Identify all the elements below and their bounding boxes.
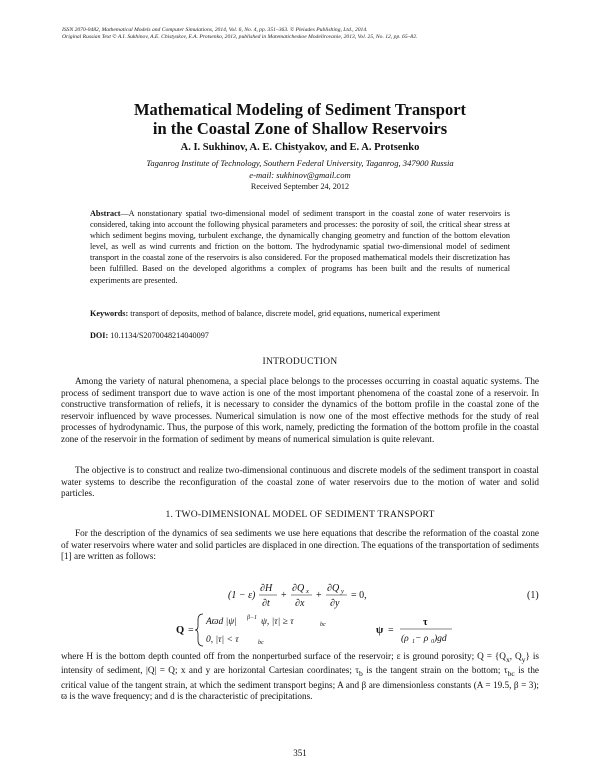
eq-sub-y: y: [341, 588, 344, 595]
eq-psi-den-3: )gd: [434, 634, 447, 644]
received-date: Received September 24, 2012: [250, 182, 350, 191]
eq-brace: [195, 614, 203, 646]
abstract: [90, 208, 510, 286]
intro-paragraph-2: The objective is to construct and realize two-dimensional continuous and discrete models of the sediment transport in coastal water systems to describe the reconfiguration of the coastal zone of water reservoirs due to the motion of water and solid particles.: [61, 465, 539, 498]
eq-psi-den-1: (ρ: [401, 634, 409, 644]
sec1-p2-d: is the tangent strain on the bottom; τ: [362, 665, 508, 676]
sec1-p2-sub-bc: bc: [507, 669, 515, 679]
eq-case-2: 0, |τ| < τ: [206, 635, 239, 645]
sec1-p2-sub-y: y: [521, 654, 526, 664]
section1-paragraph-2: [61, 651, 539, 703]
abstract-label: Abstract: [90, 209, 121, 218]
eq-dx: ∂x: [295, 598, 305, 609]
equation-1: [0, 580, 600, 610]
eq-plus-1: +: [281, 590, 287, 601]
sec1-p2-sub-x: x: [505, 654, 510, 664]
eq-dy: ∂y: [330, 598, 340, 609]
eq-psi: ψ: [376, 625, 384, 636]
sec1-p2-e: is the critical value of the tangent strain, at which the sediment transport begins; A and β are dimensionless constants (A = 19.5, β = 3); ϖ is the wave frequency; and d is the characteristic of precipitations.: [61, 665, 539, 702]
eq-sub-x: x: [306, 588, 309, 595]
sec1-p2-a: where H is the bottom depth counted off from the nonperturbed surface of the reservoir; ε is ground porosity; Q = {Q: [61, 651, 506, 661]
email[interactable]: e-mail: sukhinov@gmail.com: [249, 170, 351, 180]
sec1-p2-sub-b: b: [358, 669, 363, 679]
eq-dt: ∂t: [262, 598, 270, 609]
eq-case-1-sub: bc: [320, 622, 326, 628]
authors: A. I. Sukhinov, A. E. Chistyakov, and E. A. Protsenko: [180, 142, 420, 153]
keywords: [90, 308, 510, 319]
doi: [90, 331, 510, 340]
header-line-2: Original Russian Text © A.I. Sukhinov, A.E. Chistyakov, E.A. Protsenko, 2013, published in Matematicheskoe Modelirovanie, 2013, Vol. 25, No. 12, pp. 65–82.: [62, 34, 418, 40]
abstract-text: —A nonstationary spatial two-dimensional model of sediment transport in the coastal zone of water reservoirs is considered, taking into account the following physical parameters and processes: the porosity of soil, the critical shear stress at which sediment begins moving, turbulent exchange, the dynamically changing geometry and function of the bottom elevation level, as well as wind currents and friction on the bottom. The hydrodynamic spatial two-dimensional model of sediment transport in the coastal zone of the reservoirs is also considered. For the proposed mathematical models their discretization has been fulfilled. Based on the developed algorithms a complex of programs has been built and the results of numerical experiments are presented.: [90, 209, 510, 285]
eq-plus-2: +: [316, 590, 322, 601]
eq-case-2-sub: bc: [258, 640, 264, 646]
eq-case-1-tail: ψ, |τ| ≥ τ: [261, 617, 294, 627]
eq-dQy: ∂Q: [327, 583, 340, 594]
section-heading-1: 1. TWO-DIMENSIONAL MODEL OF SEDIMENT TRANSPORT: [165, 509, 435, 520]
paper-title: [60, 100, 540, 138]
affiliation-block: [60, 157, 540, 181]
eq-dH: ∂H: [260, 583, 273, 594]
eq-case-1: Aϖd |ψ|: [206, 617, 237, 627]
header-line-1: ISSN 2070-0482, Mathematical Models and Computer Simulations, 2014, Vol. 6, No. 4, pp. 351–363. © Pleiades Publishing, Ltd., 2014.: [62, 27, 368, 33]
eq-tau: τ: [423, 617, 428, 628]
doi-text[interactable]: 10.1134/S2070048214040097: [108, 331, 209, 340]
eq-psi-sub-0: 0: [431, 639, 434, 645]
sec1-p2-c: } is intensity of sediment, |Q| = Q; x and y are horizontal Cartesian coordinates; τ: [61, 651, 540, 676]
eq-equals-zero: = 0,: [351, 590, 367, 601]
sec1-p2-b: , Q: [509, 651, 522, 661]
equation-2: [0, 610, 600, 650]
eq-Q-bold: Q: [176, 625, 185, 636]
page-number: 351: [293, 748, 307, 758]
intro-paragraph-1: Among the variety of natural phenomena, a special place belongs to the processes occurring in coastal aquatic systems. The process of sediment transport due to wave action is one of the most important phenomena of the coastal zone of a reservoir. In constructive transformation of reliefs, it is necessary to consider the dynamics of the bottom profile in the coastal zone of the reservoir influenced by wave processes. Numerical simulation is now one of the most effective methods for the study of real processes of hydrodynamic. Thus, the purpose of this work, namely, predicting the formation of the bottom profile in the coastal zone of the reservoir in the formation of sediment by means of numerical simulation is quite relevant.: [61, 376, 539, 444]
journal-header: [62, 27, 542, 41]
eq-case-1-exp: β−1: [247, 615, 258, 621]
doi-label: DOI:: [90, 331, 109, 340]
eq-Q-equals: =: [188, 625, 194, 636]
eq-psi-sub-1: 1: [412, 639, 415, 645]
eq-psi-den-2: − ρ: [415, 634, 429, 644]
title-line-2: in the Coastal Zone of Shallow Reservoirs: [152, 119, 448, 138]
eq-number-1: (1): [527, 590, 539, 601]
affiliation: Taganrog Institute of Technology, Southern Federal University, Taganrog, 347900 Russia: [146, 158, 454, 168]
title-line-1: Mathematical Modeling of Sediment Transport: [133, 100, 467, 119]
eq-psi-equals: =: [388, 625, 394, 636]
section1-paragraph-1: For the description of the dynamics of sea sediments we use here equations that describe the reformation of the coastal zone of water reservoirs where water and solid particles are displaced in one direction. The equations of the transportation of sediments [1] are written as follows:: [61, 528, 539, 561]
keywords-label: Keywords:: [90, 309, 129, 318]
section-heading-introduction: INTRODUCTION: [262, 356, 338, 367]
eq-dQx: ∂Q: [292, 583, 305, 594]
eq-one-minus-eps: (1 − ε): [228, 590, 256, 601]
keywords-text: transport of deposits, method of balance, discrete model, grid equations, numerical experiment: [128, 309, 441, 318]
